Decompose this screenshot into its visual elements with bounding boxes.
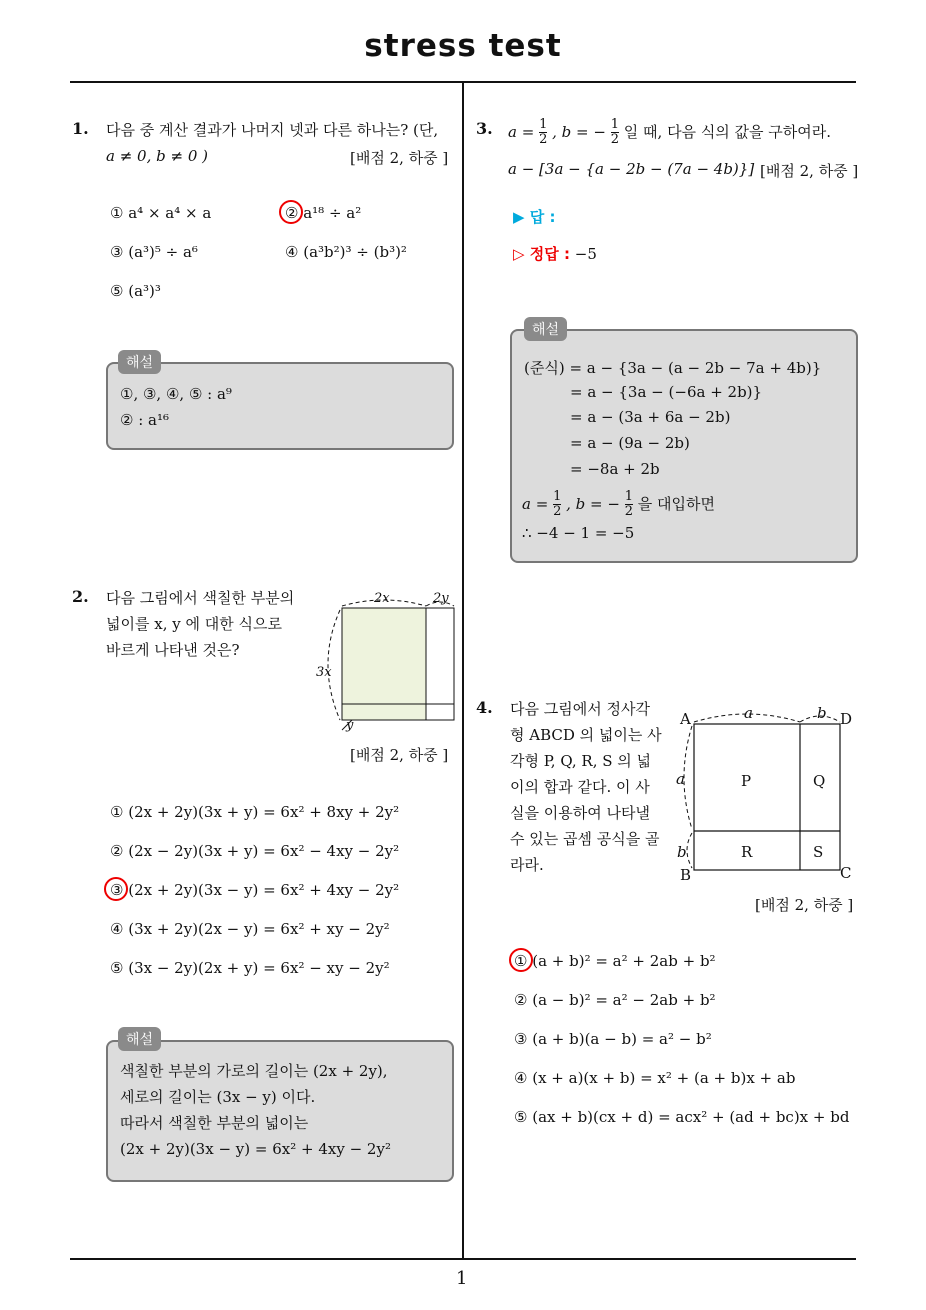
question-expression: a − [3a − {a − 2b − (7a − 4b)}] <box>508 160 755 178</box>
vertex-a: A <box>680 710 691 728</box>
region-p: P <box>741 772 752 790</box>
correct-answer <box>513 243 597 264</box>
solution-line: = a − {3a − (−6a + 2b)} <box>570 383 763 401</box>
choice-2[interactable]: ② (a − b)² = a² − 2ab + b² <box>514 991 716 1009</box>
solution-label: 해설 <box>118 1027 161 1051</box>
fraction-numerator: 1 <box>610 117 619 132</box>
score-label: [배점 2, 하중 ] <box>350 746 449 764</box>
choice-3[interactable]: ③ (2x + 2y)(3x − y) = 6x² + 4xy − 2y² <box>110 881 400 899</box>
question-text: 일 때, 다음 식의 값을 구하여라. <box>623 122 832 141</box>
question-text: 실을 이용하여 나타낼 <box>510 804 650 822</box>
correct-answer-label: ▷ 정답 : <box>513 245 570 263</box>
solution-line: ①, ③, ④, ⑤ : a⁹ <box>120 385 232 403</box>
score-label: [배점 2, 하중 ] <box>760 162 859 180</box>
fraction-denominator: 2 <box>539 132 548 148</box>
solution-line: = a − (9a − 2b) <box>570 434 690 452</box>
condition-b-lhs: , b = − <box>552 122 606 141</box>
fraction <box>553 490 561 520</box>
solution-line: 색칠한 부분의 가로의 길이는 (2x + 2y), <box>120 1062 388 1080</box>
shaded-region <box>342 608 426 720</box>
solution-text: 을 대입하면 <box>637 494 715 513</box>
solution-line: = −8a + 2b <box>570 460 660 478</box>
question-text: 이의 합과 같다. 이 사 <box>510 778 650 796</box>
correct-answer-value: −5 <box>574 245 597 263</box>
label-b-side: b <box>677 843 687 861</box>
substitution-b-lhs: , b = − <box>566 494 620 513</box>
label-y: y <box>346 718 354 733</box>
label-a-side: a <box>676 770 685 788</box>
question-number: 4. <box>476 698 493 717</box>
solution-line: 따라서 색칠한 부분의 넓이는 <box>120 1114 309 1132</box>
choice-5[interactable]: ⑤ (a³)³ <box>110 282 161 300</box>
vertex-d: D <box>840 710 853 728</box>
question-condition: a ≠ 0, b ≠ 0 ) <box>106 147 208 165</box>
region-q: Q <box>813 772 826 790</box>
fraction-denominator: 2 <box>553 504 562 520</box>
fraction <box>625 490 633 520</box>
condition-a-lhs: a = <box>508 122 535 141</box>
question-text: 형 ABCD 의 넓이는 사 <box>510 726 662 744</box>
solution-label: 해설 <box>118 350 161 374</box>
choice-4[interactable]: ④ (x + a)(x + b) = x² + (a + b)x + ab <box>514 1069 796 1087</box>
label-b-top: b <box>817 704 827 722</box>
brace-a-side <box>684 726 692 829</box>
label-2y: 2y <box>433 591 449 606</box>
question-text: 수 있는 곱셈 공식을 골 <box>510 830 660 848</box>
label-3x: 3x <box>316 665 332 680</box>
page-title: stress test <box>364 28 562 64</box>
choice-1[interactable]: ① (2x + 2y)(3x + y) = 6x² + 8xy + 2y² <box>110 803 400 821</box>
fraction <box>611 118 619 148</box>
choice-4[interactable]: ④ (a³b²)³ ÷ (b³)² <box>285 243 407 261</box>
question-number: 1. <box>72 119 89 138</box>
region-r: R <box>741 843 753 861</box>
answer-label: ▶ 답 : <box>513 208 556 226</box>
score-label: [배점 2, 하중 ] <box>350 149 449 167</box>
question-text: 다음 중 계산 결과가 나머지 넷과 다른 하나는? (단, <box>106 121 439 139</box>
solution-label: 해설 <box>524 317 567 341</box>
question-number: 3. <box>476 119 493 138</box>
solution-box <box>106 362 454 450</box>
question-text: 바르게 나타낸 것은? <box>106 641 240 659</box>
label-a-top: a <box>744 704 753 722</box>
choice-3[interactable]: ③ (a + b)(a − b) = a² − b² <box>514 1030 712 1048</box>
question-number: 2. <box>72 587 89 606</box>
fraction-numerator: 1 <box>539 117 548 132</box>
question-text: 넓이를 x, y 에 대한 식으로 <box>106 615 282 633</box>
fraction-numerator: 1 <box>553 489 562 504</box>
question-text: 각형 P, Q, R, S 의 넓 <box>510 752 652 770</box>
column-divider <box>462 83 464 1259</box>
footer-rule <box>70 1258 856 1260</box>
solution-line: (2x + 2y)(3x − y) = 6x² + 4xy − 2y² <box>120 1140 391 1158</box>
vertex-c: C <box>840 864 852 882</box>
choice-1[interactable]: ① a⁴ × a⁴ × a <box>110 204 212 222</box>
question-text: 라라. <box>510 856 544 874</box>
score-label: [배점 2, 하중 ] <box>755 896 854 914</box>
question-condition <box>508 118 831 148</box>
brace-b-side <box>687 833 692 868</box>
fraction-denominator: 2 <box>610 132 619 148</box>
label-2x: 2x <box>374 591 390 606</box>
solution-line: = a − (3a + 6a − 2b) <box>570 408 731 426</box>
square-figure <box>672 700 852 880</box>
region-s: S <box>813 843 824 861</box>
choice-3[interactable]: ③ (a³)⁵ ÷ a⁶ <box>110 243 198 261</box>
solution-line: (준식) = a − {3a − (a − 2b − 7a + 4b)} <box>524 359 822 377</box>
area-figure <box>312 588 462 738</box>
choice-5[interactable]: ⑤ (3x − 2y)(2x + y) = 6x² − xy − 2y² <box>110 959 390 977</box>
choice-1[interactable]: ① (a + b)² = a² + 2ab + b² <box>514 952 716 970</box>
choice-2[interactable]: ② a¹⁸ ÷ a² <box>285 204 362 222</box>
solution-line: 세로의 길이는 (3x − y) 이다. <box>120 1088 316 1106</box>
vertex-b: B <box>680 866 692 884</box>
choice-2[interactable]: ② (2x − 2y)(3x + y) = 6x² − 4xy − 2y² <box>110 842 400 860</box>
fraction-denominator: 2 <box>624 504 633 520</box>
solution-line: ② : a¹⁶ <box>120 411 170 429</box>
choice-4[interactable]: ④ (3x + 2y)(2x − y) = 6x² + xy − 2y² <box>110 920 390 938</box>
question-text: 다음 그림에서 정사각 <box>510 700 650 718</box>
substitution-a-lhs: a = <box>522 494 549 513</box>
question-text: 다음 그림에서 색칠한 부분의 <box>106 589 295 607</box>
solution-line: ∴ −4 − 1 = −5 <box>522 524 635 542</box>
fraction-numerator: 1 <box>624 489 633 504</box>
page-number: 1 <box>456 1268 468 1289</box>
right-strip <box>426 608 454 720</box>
choice-5[interactable]: ⑤ (ax + b)(cx + d) = acx² + (ad + bc)x + bd <box>514 1108 850 1126</box>
solution-substitution <box>522 490 715 520</box>
fraction <box>539 118 547 148</box>
